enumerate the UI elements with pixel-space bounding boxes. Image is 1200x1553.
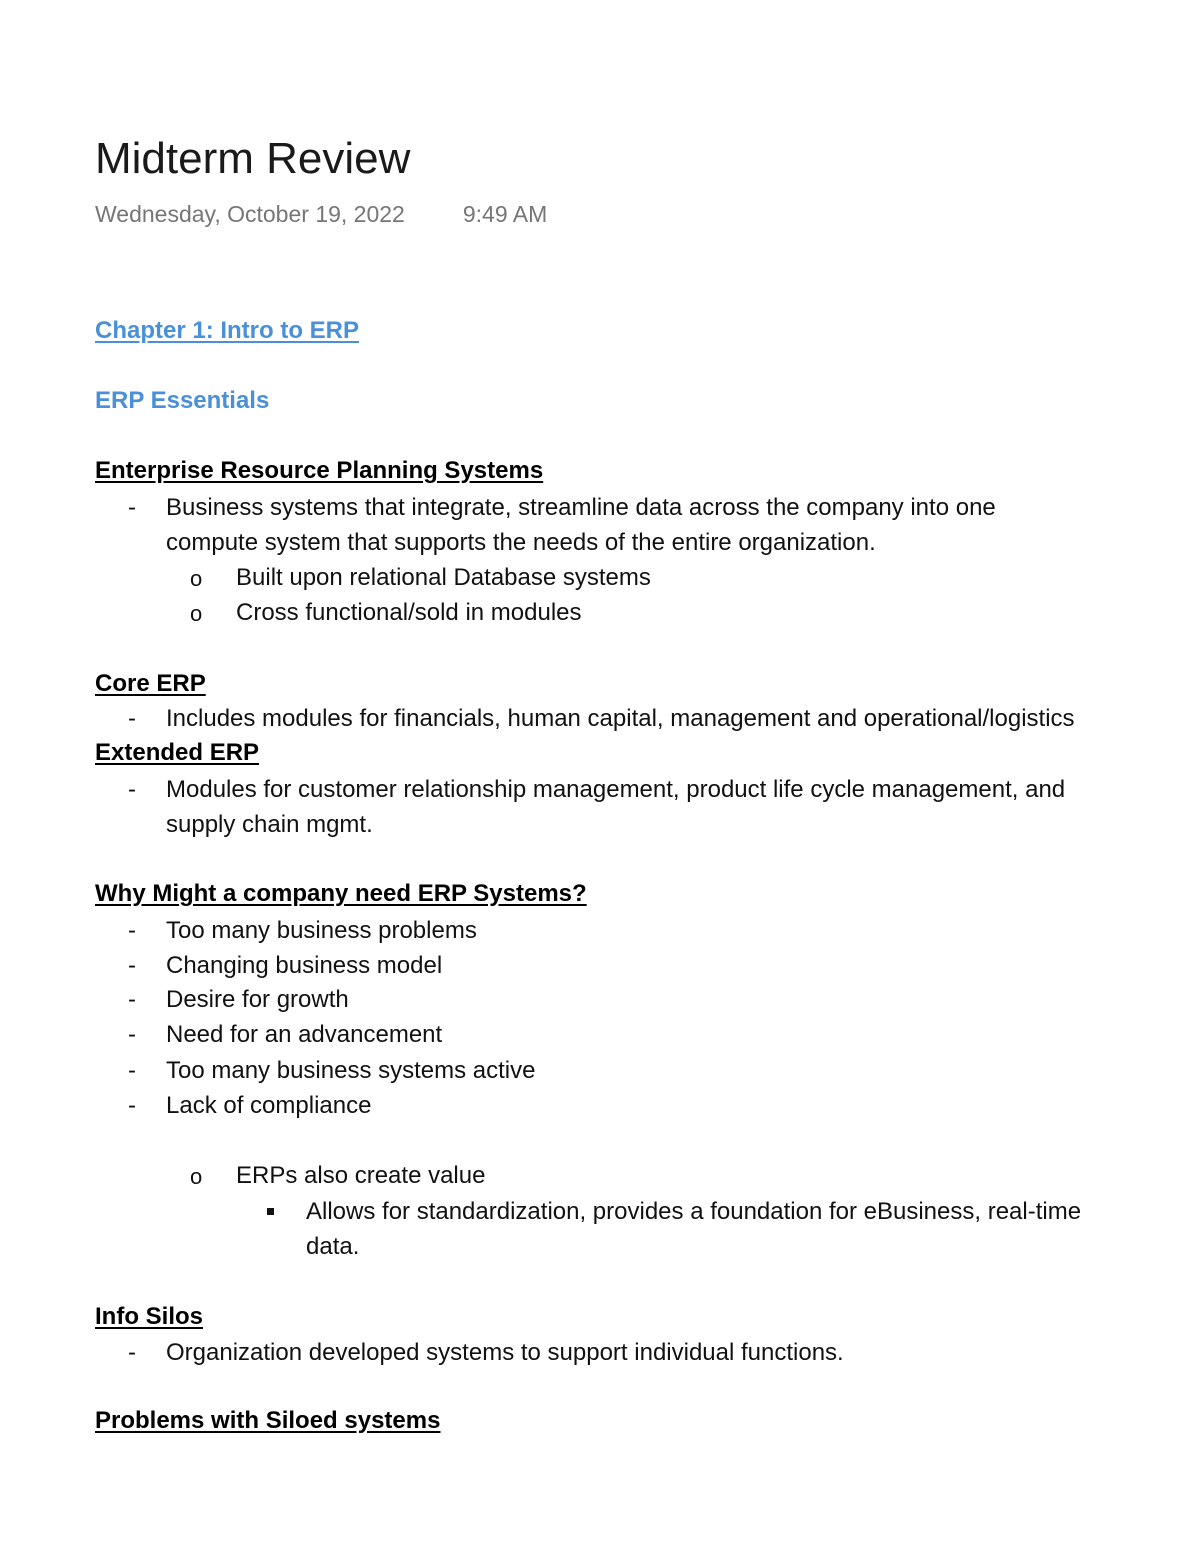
circle-bullet: o bbox=[190, 1164, 203, 1189]
info-silos-heading: Info Silos bbox=[95, 1303, 203, 1330]
dash-bullet: - bbox=[128, 705, 136, 732]
erp-systems-item-line: Business systems that integrate, streamline data across the company into one bbox=[166, 494, 996, 521]
extended-erp-item-line: Modules for customer relationship management, product life cycle management, and bbox=[166, 776, 1066, 803]
page-time: 9:49 AM bbox=[462, 201, 548, 227]
chapter-heading: Chapter 1: Intro to ERP bbox=[95, 317, 360, 344]
problems-siloed-heading: Problems with Siloed systems bbox=[95, 1407, 441, 1434]
extended-erp-heading: Extended ERP bbox=[95, 739, 260, 766]
why-need-item: Too many business problems bbox=[166, 917, 477, 944]
why-need-item: Desire for growth bbox=[166, 986, 349, 1013]
dash-bullet: - bbox=[128, 917, 136, 944]
dash-bullet: - bbox=[128, 1092, 136, 1119]
page-date: Wednesday, October 19, 2022 bbox=[95, 201, 405, 227]
why-need-item: Too many business systems active bbox=[166, 1057, 536, 1084]
core-erp-heading: Core ERP bbox=[95, 670, 206, 697]
why-need-item: Changing business model bbox=[166, 952, 443, 979]
erp-systems-item-line: compute system that supports the needs of the entire organization. bbox=[166, 529, 876, 556]
circle-bullet: o bbox=[190, 601, 203, 626]
why-need-subsubitem-line: data. bbox=[306, 1233, 360, 1260]
dash-bullet: - bbox=[128, 952, 136, 979]
dash-bullet: - bbox=[128, 986, 136, 1013]
dash-bullet: - bbox=[128, 1339, 136, 1366]
why-need-subitem: ERPs also create value bbox=[236, 1162, 486, 1189]
why-need-item: Lack of compliance bbox=[166, 1092, 372, 1119]
erp-systems-subitem: Built upon relational Database systems bbox=[236, 564, 651, 591]
section-heading: ERP Essentials bbox=[95, 387, 270, 414]
erp-systems-subitem: Cross functional/sold in modules bbox=[236, 599, 582, 626]
square-bullet bbox=[267, 1208, 274, 1215]
info-silos-item: Organization developed systems to support individual functions. bbox=[166, 1339, 844, 1366]
why-need-heading: Why Might a company need ERP Systems? bbox=[95, 880, 587, 907]
extended-erp-item-line: supply chain mgmt. bbox=[166, 811, 373, 838]
dash-bullet: - bbox=[128, 1021, 136, 1048]
page-date-time bbox=[95, 200, 547, 228]
core-erp-item: Includes modules for financials, human capital, management and operational/logistics bbox=[166, 705, 1075, 732]
dash-bullet: - bbox=[128, 776, 136, 803]
dash-bullet: - bbox=[128, 1057, 136, 1084]
why-need-item: Need for an advancement bbox=[166, 1021, 443, 1048]
circle-bullet: o bbox=[190, 566, 203, 591]
dash-bullet: - bbox=[128, 494, 136, 521]
page-title: Midterm Review bbox=[95, 134, 411, 183]
erp-systems-heading: Enterprise Resource Planning Systems bbox=[95, 457, 544, 484]
why-need-subsubitem-line: Allows for standardization, provides a foundation for eBusiness, real-time bbox=[306, 1198, 1082, 1225]
